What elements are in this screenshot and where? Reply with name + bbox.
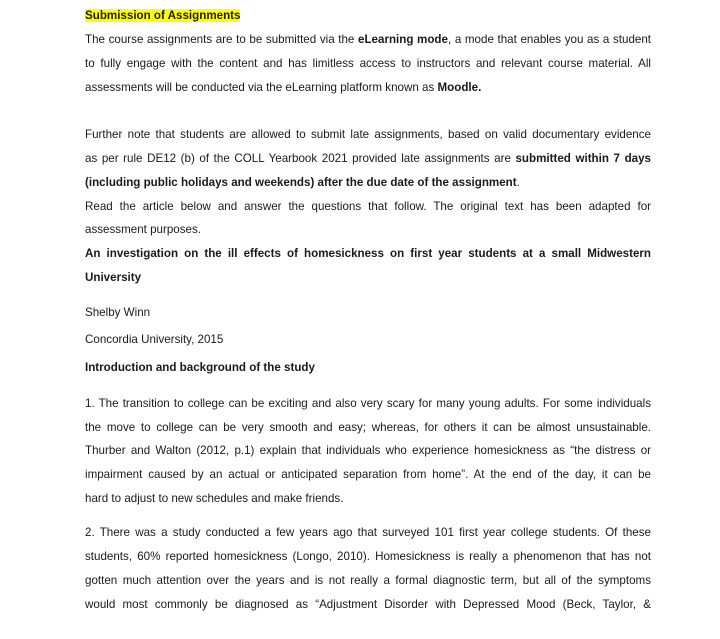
p1-line3: Thurber and Walton (2012, p.1) explain that individuals who experience homesickness as “the distress or	[85, 444, 651, 457]
para1-line2: to fully engage with the content and has limitless access to instructors and relevant course material. All	[85, 57, 651, 70]
p1-line1: 1. The transition to college can be exciting and also very scary for many young adults. For some individuals	[85, 397, 651, 410]
highlighted-heading: Submission of Assignments	[85, 9, 241, 22]
text-run: as per rule DE12 (b) of the COLL Yearbook 2021 provided late assignments are	[85, 152, 516, 165]
p2-line4: would most commonly be diagnosed as “Adjustment Disorder with Depressed Mood (Beck, Taylor, &	[85, 598, 651, 611]
para3-line1: Read the article below and answer the questions that follow. The original text has been adapted for	[85, 200, 651, 213]
para1-line1	[85, 32, 651, 48]
article-title-line1: An investigation on the ill effects of homesickness on first year students at a small Midwestern	[85, 247, 651, 260]
text-run: The course assignments are to be submitted via the	[85, 33, 359, 46]
text-run: , a mode that enables you as a student	[447, 33, 652, 46]
text-run: .	[516, 176, 520, 189]
article-affiliation: Concordia University, 2015	[85, 333, 224, 346]
p2-line3: gotten much attention over the years and is not really a formal diagnostic term, but all of the symptoms	[85, 574, 651, 587]
bold-run: (including public holidays and weekends) after the due date of the assignment	[85, 176, 517, 189]
text-run: assessments will be conducted via the eLearning platform known as	[85, 81, 438, 94]
para1-line3	[85, 80, 651, 96]
p2-line1: 2. There was a study conducted a few years ago that surveyed 101 first year college students. Of these	[85, 526, 651, 539]
p2-line2: students, 60% reported homesickness (Longo, 2010). Homesickness is really a phenomenon that has not	[85, 550, 651, 563]
para2-line2	[85, 151, 651, 167]
para2-line3	[85, 175, 651, 191]
bold-run: submitted within 7 days	[515, 152, 651, 165]
para3-line2: assessment purposes.	[85, 223, 201, 236]
bold-run: Moodle.	[437, 81, 482, 94]
introduction-heading: Introduction and background of the study	[85, 361, 315, 374]
p1-line5: hard to adjust to new schedules and make friends.	[85, 492, 344, 505]
p1-line4: impairment caused by an actual or anticipated separation from home”. At the end of the day, it can be	[85, 468, 651, 481]
bold-run: eLearning mode	[358, 33, 448, 46]
p1-line2: the move to college can be very smooth and easy; whereas, for others it can be almost unsustainable.	[85, 421, 651, 434]
article-author: Shelby Winn	[85, 306, 151, 319]
section-heading-submission	[85, 8, 651, 24]
para2-line1: Further note that students are allowed to submit late assignments, based on valid documentary evidence	[85, 128, 651, 141]
article-title-line2: University	[85, 271, 142, 284]
